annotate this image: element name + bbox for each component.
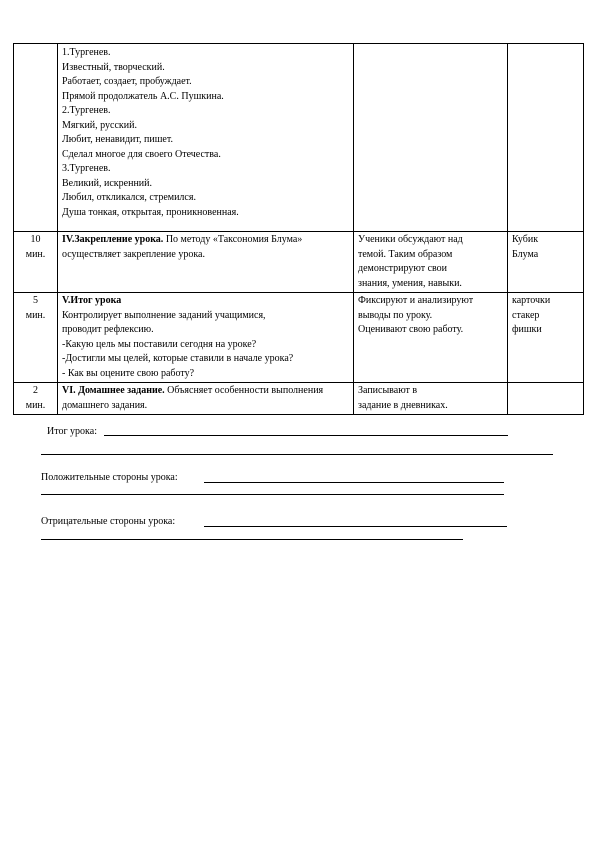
time-unit: мин. bbox=[25, 248, 46, 260]
time-value: 5 bbox=[33, 295, 38, 306]
resource-line: фишки bbox=[512, 324, 542, 335]
teacher-activity-cell bbox=[58, 232, 354, 293]
student-line: Фиксируют и анализируют bbox=[358, 295, 474, 306]
negative-aspects-line-2 bbox=[41, 539, 463, 540]
positive-aspects-line bbox=[204, 482, 504, 483]
stage-title: IV.Закрепление урока. bbox=[62, 234, 164, 245]
time-unit: мин. bbox=[25, 309, 46, 321]
student-line: темой. Таким образом bbox=[358, 248, 453, 260]
teacher-line: Мягкий, русский. bbox=[62, 119, 137, 131]
time-cell bbox=[14, 232, 58, 293]
time-cell bbox=[14, 293, 58, 383]
resources-cell bbox=[508, 293, 584, 383]
teacher-line: Любил, откликался, стремился. bbox=[62, 192, 196, 203]
student-line: Оценивают свою работу. bbox=[358, 324, 464, 335]
teacher-line: Работает, создает, пробуждает. bbox=[62, 76, 192, 87]
positive-aspects-line-2 bbox=[41, 494, 504, 495]
student-line: Ученики обсуждают над bbox=[358, 234, 463, 245]
time-cell bbox=[14, 383, 58, 415]
time-value: 2 bbox=[33, 385, 38, 396]
teacher-paragraph bbox=[62, 233, 349, 262]
resource-line: Блума bbox=[512, 248, 539, 260]
table-row bbox=[14, 232, 584, 293]
lesson-plan-table bbox=[13, 43, 584, 415]
student-line: задание в дневниках. bbox=[358, 399, 448, 411]
lesson-result-label: Итог урока: bbox=[47, 426, 97, 437]
stage-title: VI. Домашнее задание. bbox=[62, 385, 165, 396]
student-line: демонстрируют свои bbox=[358, 263, 448, 274]
teacher-line: Великий, искренний. bbox=[62, 177, 153, 189]
teacher-line: Сделал многое для своего Отечества. bbox=[62, 148, 221, 160]
student-activity-cell bbox=[354, 44, 508, 232]
teacher-line: 2.Тургенев. bbox=[62, 105, 111, 116]
student-activity-cell bbox=[354, 293, 508, 383]
time-cell bbox=[14, 44, 58, 232]
teacher-line: 3.Тургенев. bbox=[62, 163, 111, 174]
table-row bbox=[14, 293, 584, 383]
stage-title: V.Итог урока bbox=[62, 295, 122, 306]
table-row bbox=[14, 44, 584, 232]
student-line: Записывают в bbox=[358, 385, 418, 396]
teacher-activity-cell bbox=[58, 44, 354, 232]
teacher-line: 1.Тургенев. bbox=[62, 47, 111, 58]
teacher-activity-cell bbox=[58, 293, 354, 383]
resource-line: Кубик bbox=[512, 234, 539, 245]
teacher-line: Прямой продолжатель А.С. Пушкина. bbox=[62, 90, 224, 102]
teacher-line: проводит рефлексию. bbox=[62, 324, 154, 335]
teacher-line: Любит, ненавидит, пишет. bbox=[62, 134, 173, 145]
negative-aspects-line bbox=[204, 526, 507, 527]
teacher-line: -Достигли мы целей, которые ставили в начале урока? bbox=[62, 353, 294, 364]
table-row bbox=[14, 383, 584, 415]
teacher-line: - Как вы оцените свою работу? bbox=[62, 367, 195, 379]
teacher-activity-cell bbox=[58, 383, 354, 415]
student-line: знания, умения, навыки. bbox=[358, 277, 462, 289]
teacher-text: Объясняет особенности выполнения домашнего задания. bbox=[62, 385, 324, 411]
student-line: выводы по уроку. bbox=[358, 309, 433, 321]
teacher-line: Душа тонкая, открытая, проникновенная. bbox=[62, 206, 239, 218]
resources-cell bbox=[508, 383, 584, 415]
teacher-paragraph bbox=[62, 384, 349, 413]
lesson-result-line-2 bbox=[41, 454, 553, 455]
resources-cell bbox=[508, 44, 584, 232]
teacher-line: Известный, творческий. bbox=[62, 61, 165, 73]
negative-aspects-label: Отрицательные стороны урока: bbox=[41, 516, 176, 527]
teacher-line: -Какую цель мы поставили сегодня на уроке? bbox=[62, 338, 257, 350]
teacher-line: Контролирует выполнение заданий учащимися, bbox=[62, 309, 266, 321]
student-activity-cell bbox=[354, 383, 508, 415]
student-activity-cell bbox=[354, 232, 508, 293]
resources-cell bbox=[508, 232, 584, 293]
resource-line: стакер bbox=[512, 309, 540, 321]
time-value: 10 bbox=[30, 234, 41, 245]
resource-line: карточки bbox=[512, 295, 551, 306]
positive-aspects-label: Положительные стороны урока: bbox=[41, 472, 178, 483]
time-unit: мин. bbox=[25, 399, 46, 411]
teacher-text: По методу «Таксономия Блума» осуществляет закрепление урока. bbox=[62, 234, 303, 260]
lesson-result-line bbox=[104, 435, 508, 436]
